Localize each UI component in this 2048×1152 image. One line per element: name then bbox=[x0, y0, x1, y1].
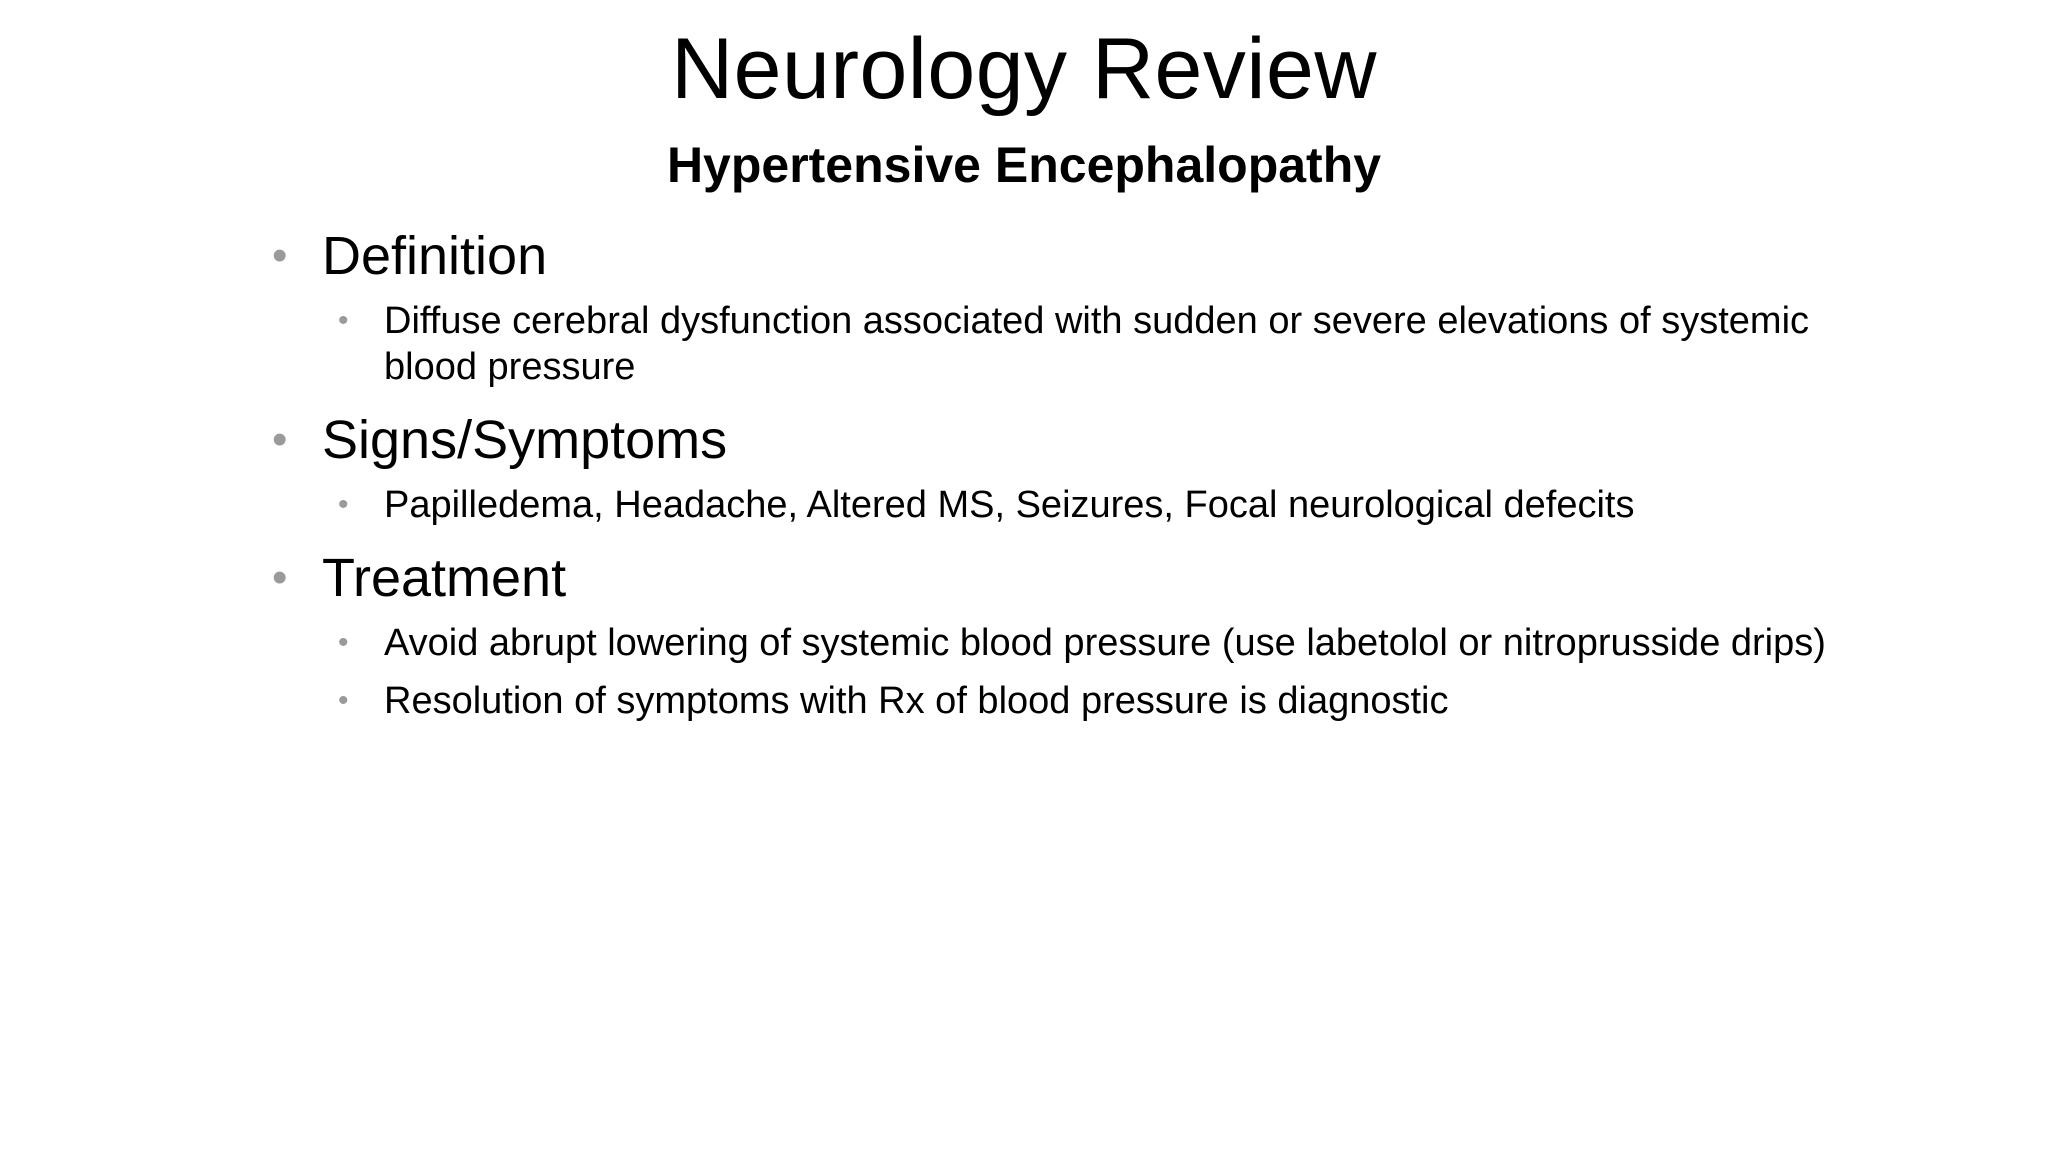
bullet-dot-icon: • bbox=[338, 304, 349, 337]
bullet-dot-icon: • bbox=[272, 231, 288, 280]
bullet-dot-icon: • bbox=[272, 415, 288, 464]
bullet-dot-icon: • bbox=[272, 553, 288, 602]
item-text: Resolution of symptoms with Rx of blood pressure is diagnostic bbox=[384, 680, 1449, 722]
bullet-dot-icon: • bbox=[338, 626, 349, 659]
bullet-heading bbox=[270, 402, 1830, 478]
heading-text: Definition bbox=[322, 226, 548, 286]
section-signs-symptoms bbox=[270, 402, 1830, 528]
bullet-heading bbox=[270, 218, 1830, 294]
bullet-dot-icon: • bbox=[338, 684, 349, 717]
bullet-heading bbox=[270, 540, 1830, 616]
heading-text: Treatment bbox=[322, 548, 567, 608]
section-definition bbox=[270, 218, 1830, 390]
bullet-item bbox=[270, 620, 1830, 666]
bullet-list bbox=[270, 218, 1830, 736]
heading-text: Signs/Symptoms bbox=[322, 410, 728, 470]
bullet-item bbox=[270, 482, 1830, 528]
item-text: Avoid abrupt lowering of systemic blood pressure (use labetolol or nitroprusside drips) bbox=[384, 622, 1826, 664]
section-treatment bbox=[270, 540, 1830, 724]
bullet-item bbox=[270, 678, 1830, 724]
bullet-item bbox=[270, 298, 1830, 390]
slide-title: Neurology Review bbox=[671, 21, 1377, 117]
item-text: Diffuse cerebral dysfunction associated with sudden or severe elevations of systemic blood pressure bbox=[384, 300, 1810, 388]
item-text: Papilledema, Headache, Altered MS, Seizures, Focal neurological defecits bbox=[384, 484, 1635, 526]
bullet-dot-icon: • bbox=[338, 488, 349, 521]
slide-subtitle: Hypertensive Encephalopathy bbox=[666, 137, 1382, 193]
